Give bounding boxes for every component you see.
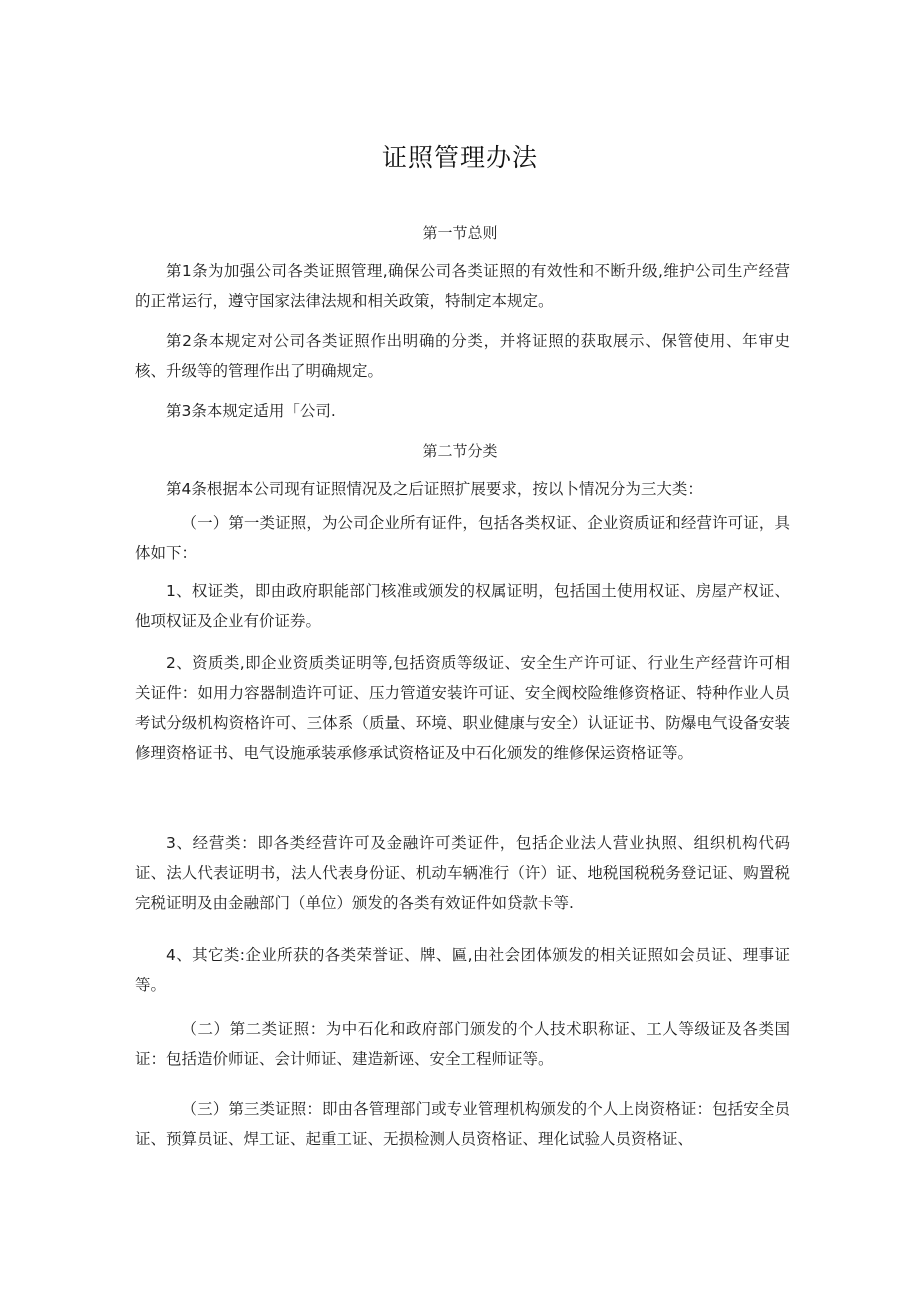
category-1-item-2: 2、资质类,即企业资质类证明等,包括资质等级证、安全生产许可证、行业生产经营许可相关证件：如用力容器制造许可证、压力管道安装许可证、安全阀校险维修资格证、特种作业人员考试分级机构资格许可、三体系（质量、环境、职业健康与安全）认证证书、防爆电气设备安装修理资格证书、电气设施承装承修承试资格证及中石化颁发的维修保运资格证等。 xyxy=(135,654,790,762)
article-3: 第3条本规定适用「公司. xyxy=(166,402,336,420)
section-heading-classification: 第二节分类 xyxy=(422,442,498,460)
article-1: 第1条为加强公司各类证照管理,确保公司各类证照的有效性和不断升级,维护公司生产经营的正常运行，遵守国家法律法规和相关政策，特制定本规定。 xyxy=(135,262,790,310)
article-4: 第4条根据本公司现有证照情况及之后证照扩展要求，按以卜情况分为三大类： xyxy=(166,480,703,498)
document-title: 证照管理办法 xyxy=(381,143,538,172)
category-3: （三）第三类证照：即由各管理部门或专业管理机构颁发的个人上岗资格证：包括安全员证、预算员证、焊工证、起重工证、无损检测人员资格证、理化试验人员资格证、 xyxy=(135,1100,790,1148)
category-1-item-4: 4、其它类:企业所获的各类荣誉证、牌、匾,由社会团体颁发的相关证照如会员证、理事证等。 xyxy=(135,946,790,994)
category-1-item-3: 3、经营类：即各类经营许可及金融许可类证件，包括企业法人营业执照、组织机构代码证、法人代表证明书，法人代表身份证、机动车辆准行（许）证、地税国税税务登记证、购置税完税证明及由金融部门（单位）颁发的各类有效证件如贷款卡等. xyxy=(135,834,790,912)
article-2: 第2条本规定对公司各类证照作出明确的分类，并将证照的获取展示、保管使用、年审史核、升级等的管理作出了明确规定。 xyxy=(135,332,790,380)
section-heading-general: 第一节总则 xyxy=(422,224,498,242)
category-2: （二）第二类证照：为中石化和政府部门颁发的个人技术职称证、工人等级证及各类国证：包括造价师证、会计师证、建造新诬、安全工程师证等。 xyxy=(135,1020,790,1068)
category-1-item-1: 1、权证类，即由政府职能部门核准或颁发的权属证明，包括国土使用权证、房屋产权证、他项权证及企业有价证券。 xyxy=(135,582,790,630)
category-1: （一）第一类证照，为公司企业所有证件，包括各类权证、企业资质证和经营许可证，具体如下： xyxy=(135,514,790,562)
